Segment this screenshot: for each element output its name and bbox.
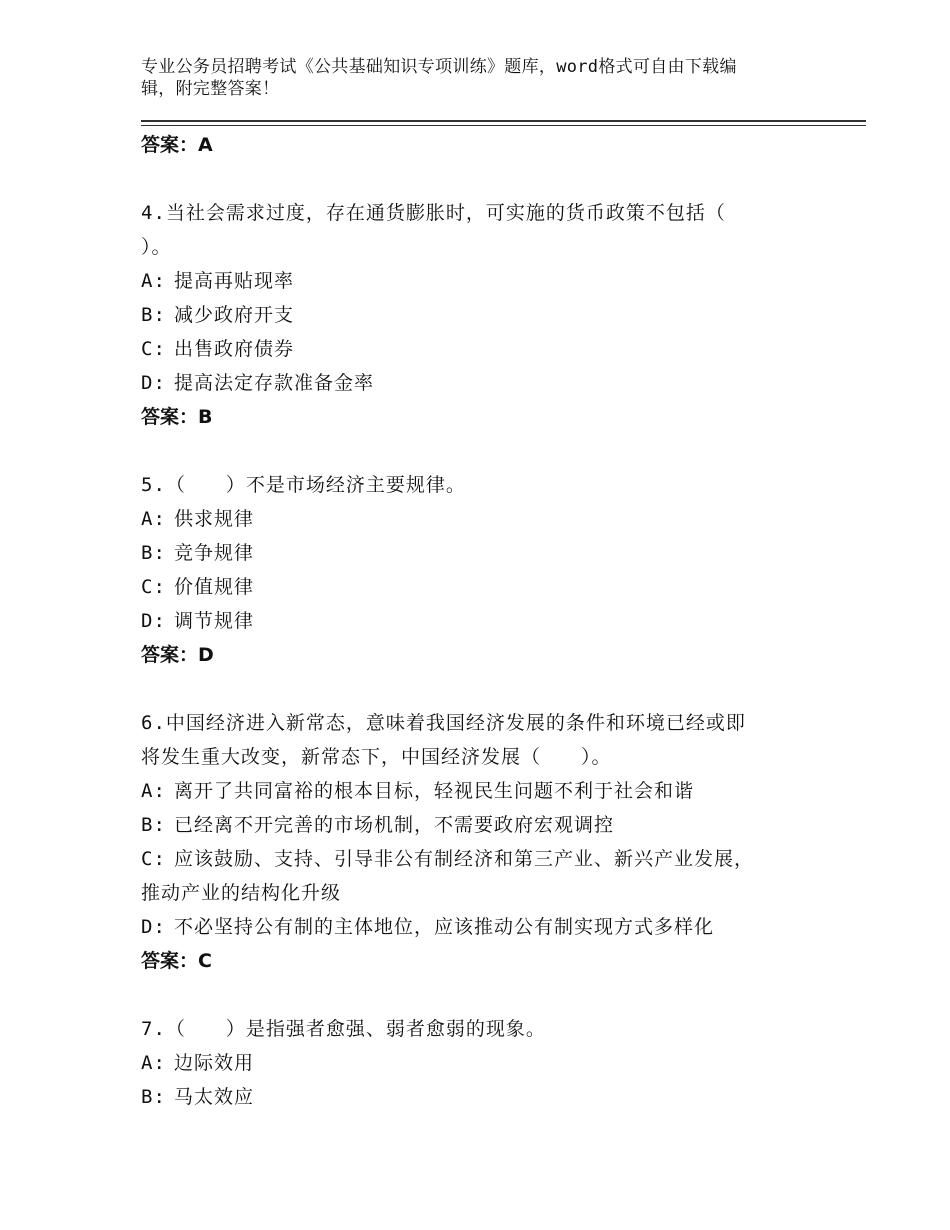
question-text-line: ）。	[141, 236, 172, 258]
option-letter: A:	[141, 508, 166, 530]
option-d	[141, 910, 821, 944]
question-4	[141, 196, 821, 434]
answer: 答案：C	[141, 950, 212, 972]
option-text: 减少政府开支	[174, 304, 295, 326]
spacer	[141, 434, 821, 468]
question-7	[141, 1012, 821, 1114]
question-text-line: 4.当社会需求过度，存在通货膨胀时，可实施的货币政策不包括（	[141, 202, 726, 224]
document-header	[141, 56, 821, 100]
spacer	[141, 672, 821, 706]
answer: 答案：B	[141, 406, 213, 428]
option-letter: D:	[141, 610, 166, 632]
option-text: 不必坚持公有制的主体地位，应该推动公有制实现方式多样化	[174, 916, 715, 938]
option-letter: A:	[141, 780, 166, 802]
option-b	[141, 808, 821, 842]
option-d	[141, 366, 821, 400]
header-line-1: 专业公务员招聘考试《公共基础知识专项训练》题库，word格式可自由下载编	[141, 57, 737, 77]
option-text: 马太效应	[174, 1086, 255, 1108]
option-text: 提高法定存款准备金率	[174, 372, 375, 394]
header-rule-thick	[141, 120, 866, 122]
option-a	[141, 502, 821, 536]
option-a	[141, 774, 821, 808]
spacer	[141, 162, 821, 196]
option-letter: D:	[141, 372, 166, 394]
option-letter: D:	[141, 916, 166, 938]
option-b	[141, 1080, 821, 1114]
option-letter: B:	[141, 304, 166, 326]
previous-answer: 答案：A	[141, 134, 213, 156]
option-text: 应该鼓励、支持、引导非公有制经济和第三产业、新兴产业发展，	[174, 848, 755, 870]
option-letter: C:	[141, 576, 166, 598]
option-text: 已经离不开完善的市场机制，不需要政府宏观调控	[174, 814, 615, 836]
option-c	[141, 570, 821, 604]
option-letter: A:	[141, 1052, 166, 1074]
option-a	[141, 1046, 821, 1080]
question-list	[141, 128, 821, 1114]
option-c	[141, 842, 821, 876]
option-b	[141, 298, 821, 332]
option-text: 出售政府债券	[174, 338, 295, 360]
question-text-line: 5.（ ）不是市场经济主要规律。	[141, 474, 466, 496]
option-letter: B:	[141, 542, 166, 564]
question-5	[141, 468, 821, 672]
option-c	[141, 332, 821, 366]
option-text: 提高再贴现率	[174, 270, 295, 292]
header-line-2: 辑，附完整答案！	[141, 79, 280, 99]
option-b	[141, 536, 821, 570]
question-text-line: 7.（ ）是指强者愈强、弱者愈弱的现象。	[141, 1018, 546, 1040]
question-text-line: 6.中国经济进入新常态，意味着我国经济发展的条件和环境已经或即	[141, 712, 746, 734]
question-text-line: 将发生重大改变，新常态下，中国经济发展（ ）。	[141, 746, 612, 768]
option-text: 竞争规律	[174, 542, 255, 564]
option-letter: B:	[141, 1086, 166, 1108]
spacer	[141, 978, 821, 1012]
question-6	[141, 706, 821, 978]
option-letter: B:	[141, 814, 166, 836]
option-letter: A:	[141, 270, 166, 292]
option-text: 边际效用	[174, 1052, 255, 1074]
option-text: 供求规律	[174, 508, 255, 530]
option-letter: C:	[141, 848, 166, 870]
option-text: 价值规律	[174, 576, 255, 598]
answer: 答案：D	[141, 644, 214, 666]
option-letter: C:	[141, 338, 166, 360]
header-rule-thin	[141, 125, 866, 126]
option-text: 离开了共同富裕的根本目标，轻视民生问题不利于社会和谐	[174, 780, 695, 802]
option-c-continuation: 推动产业的结构化升级	[141, 882, 342, 904]
option-text: 调节规律	[174, 610, 255, 632]
option-d	[141, 604, 821, 638]
option-a	[141, 264, 821, 298]
